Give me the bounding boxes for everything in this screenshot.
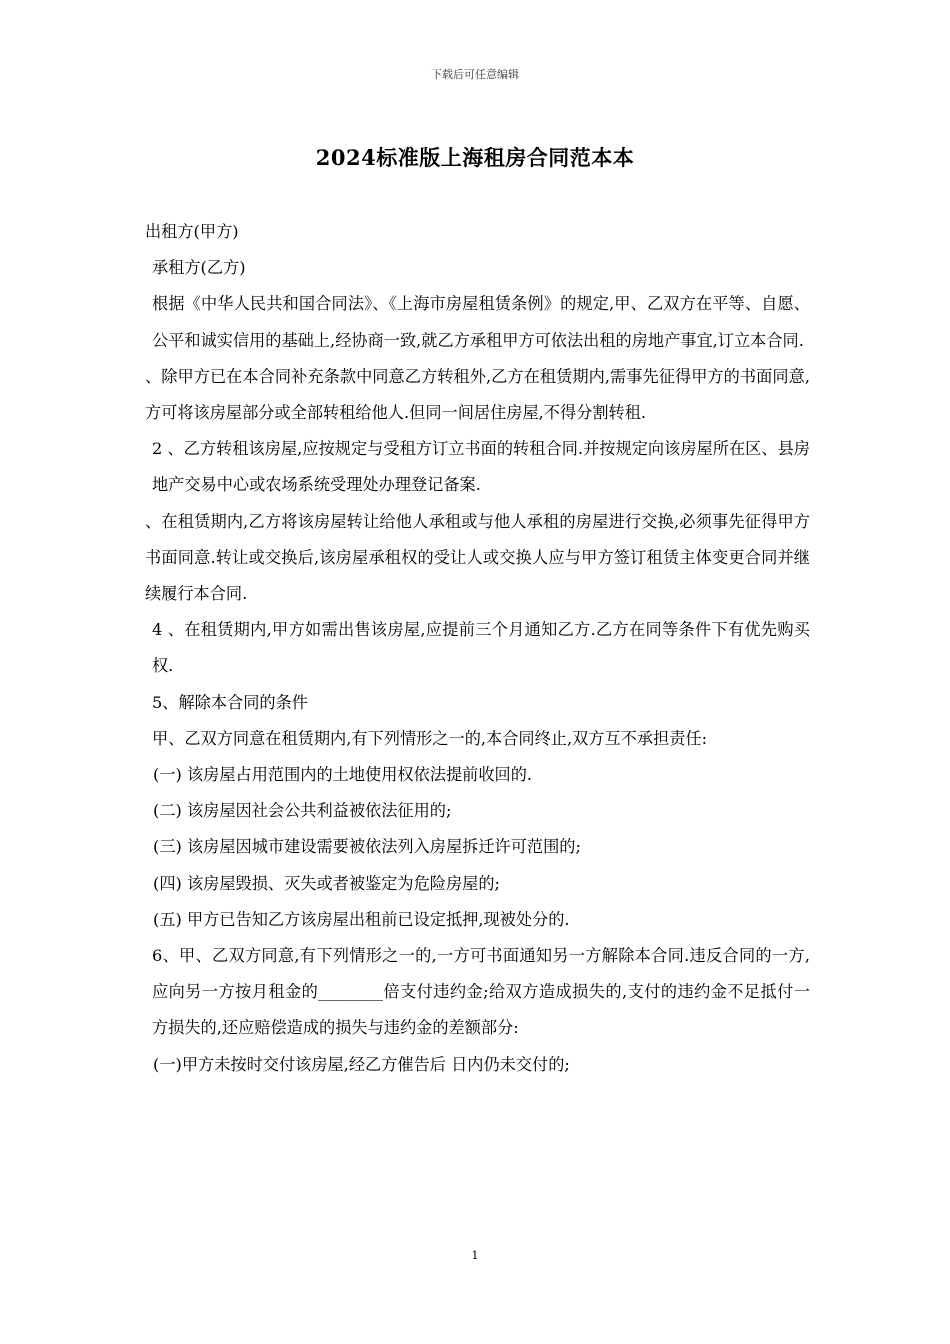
list-item-5: (五) 甲方已告知乙方该房屋出租前已设定抵押,现被处分的. xyxy=(153,909,570,929)
list-item-2: (二) 该房屋因社会公共利益被依法征用的; xyxy=(153,801,452,821)
paragraph-clause-2: 2 、乙方转租该房屋,应按规定与受租方订立书面的转租合同.并按规定向该房屋所在区、县房地产交易中心或农场系统受理处办理登记备案. xyxy=(152,439,810,495)
paragraph-preamble: 根据《中华人民共和国合同法》、《上海市房屋租赁条例》的规定,甲、乙双方在平等、自愿、公平和诚实信用的基础上,经协商一致,就乙方承租甲方可依法出租的房地产事宜,订立本合同. xyxy=(152,294,810,350)
list-item-4: (四) 该房屋毁损、灭失或者被鉴定为危险房屋的; xyxy=(153,873,500,893)
document-title: 2024标准版上海租房合同范本本 xyxy=(315,145,635,170)
page-number: 1 xyxy=(471,1249,479,1262)
list-item-1: (一) 该房屋占用范围内的土地使用权依法提前收回的. xyxy=(153,765,533,785)
paragraph-clause-1: 、除甲方已在本合同补充条款中同意乙方转租外,乙方在租赁期内,需事先征得甲方的书面同意,方可将该房屋部分或全部转租给他人.但同一间居住房屋,不得分割转租. xyxy=(145,366,810,423)
paragraph-clause-4: 4 、在租赁期内,甲方如需出售该房屋,应提前三个月通知乙方.乙方在同等条件下有优先购买权. xyxy=(152,620,810,676)
paragraph-clause-5-heading: 5、解除本合同的条件 xyxy=(152,692,308,712)
list-item-6-1: (一)甲方未按时交付该房屋,经乙方催告后 日内仍未交付的; xyxy=(153,1054,570,1074)
paragraph-clause-3: 、在租赁期内,乙方将该房屋转让给他人承租或与他人承租的房屋进行交换,必须事先征得甲方书面同意.转让或交换后,该房屋承租权的受让人或交换人应与甲方签订租赁主体变更合同并继续履行本合同. xyxy=(145,511,810,604)
header-note: 下载后可任意编辑 xyxy=(431,68,519,81)
paragraph-clause-5-intro: 甲、乙双方同意在租赁期内,有下列情形之一的,本合同终止,双方互不承担责任: xyxy=(152,728,708,748)
paragraph-clause-6: 6、甲、乙双方同意,有下列情形之一的,一方可书面通知另一方解除本合同.违反合同的一方,应向另一方按月租金的________倍支付违约金;给双方造成损失的,支付的违约金不足抵付一方损失的,还应赔偿造成的损失与违约金的差额部分: xyxy=(152,946,810,1038)
paragraph-lessee: 承租方(乙方) xyxy=(152,258,246,278)
paragraph-lessor: 出租方(甲方) xyxy=(145,222,239,241)
document-body xyxy=(145,214,810,1083)
list-item-3: (三) 该房屋因城市建设需要被依法列入房屋拆迁许可范围的; xyxy=(153,837,581,857)
